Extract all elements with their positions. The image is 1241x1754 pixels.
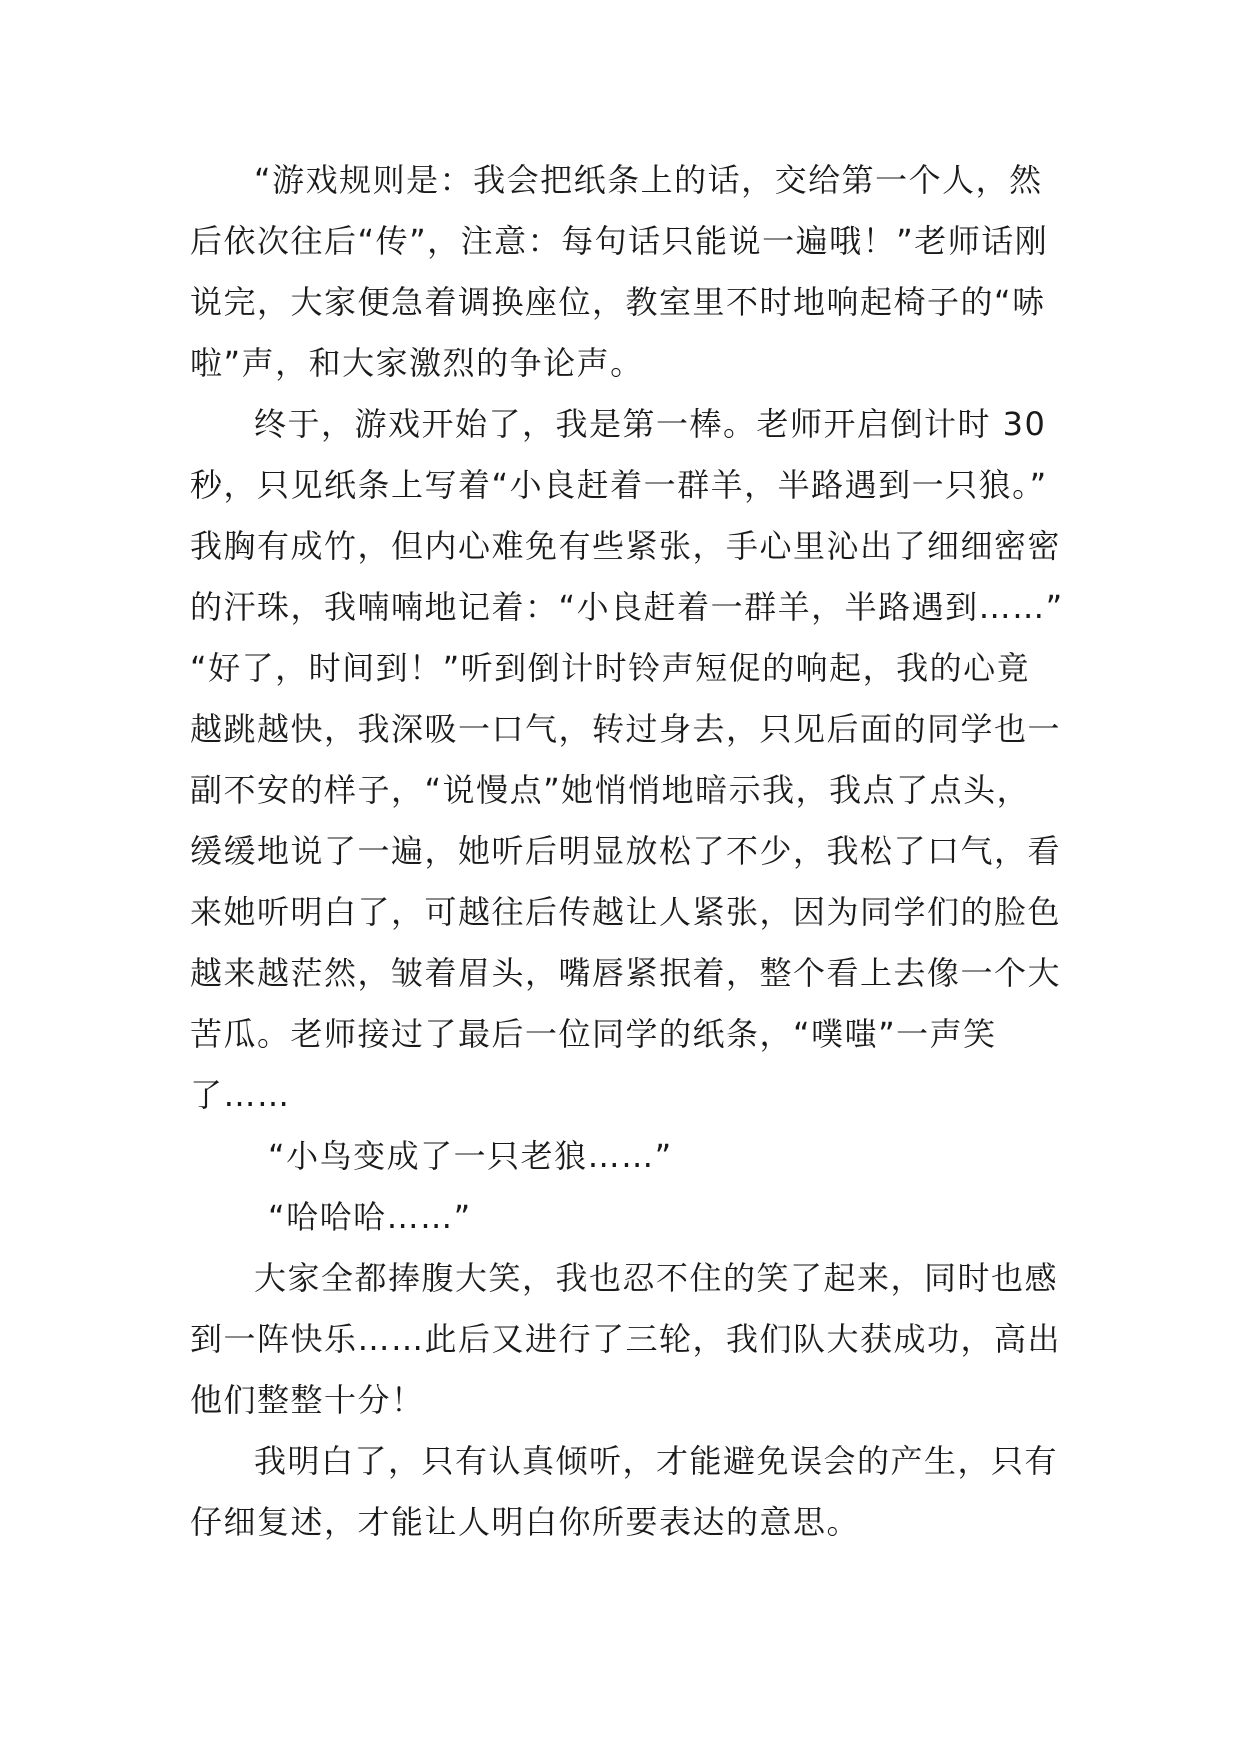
text-line: 的汗珠，我喃喃地记着：“小良赶着一群羊，半路遇到……” <box>190 588 1064 626</box>
text-line: 啦”声，和大家激烈的争论声。 <box>190 344 644 382</box>
text-line: 苦瓜。老师接过了最后一位同学的纸条，“噗嗤”一声笑 <box>190 1015 997 1053</box>
text-line: “游戏规则是：我会把纸条上的话，交给第一个人，然 <box>254 161 1043 199</box>
text-line: 说完，大家便急着调换座位，教室里不时地响起椅子的“哧 <box>190 283 1046 321</box>
text-line: 副不安的样子，“说慢点”她悄悄地暗示我，我点了点头， <box>190 771 1031 809</box>
dialog-paragraph <box>190 1187 1050 1248</box>
text-line: 秒，只见纸条上写着“小良赶着一群羊，半路遇到一只狼。” <box>190 466 1048 504</box>
essay-body <box>190 150 1064 1553</box>
text-line: 越来越茫然，皱着眉头，嘴唇紧抿着，整个看上去像一个大 <box>190 954 1062 992</box>
text-line: 了…… <box>190 1076 291 1114</box>
text-line: 仔细复述，才能让人明白你所要表达的意思。 <box>190 1503 861 1541</box>
text-line: 后依次往后“传”，注意：每句话只能说一遍哦！”老师话刚 <box>190 222 1049 260</box>
text-line: 我胸有成竹，但内心难免有些紧张，手心里沁出了细细密密 <box>190 527 1062 565</box>
text-line: 来她听明白了，可越往后传越让人紧张，因为同学们的脸色 <box>190 893 1062 931</box>
text-line: 他们整整十分！ <box>190 1381 425 1419</box>
text-line: 大家全都捧腹大笑，我也忍不住的笑了起来，同时也感 <box>254 1259 1059 1297</box>
paragraph <box>190 1431 1059 1553</box>
dialog-line: “小鸟变成了一只老狼……” <box>268 1137 673 1175</box>
paragraph <box>190 394 1064 1126</box>
paragraph <box>190 1248 1062 1431</box>
text-line: 缓缓地说了一遍，她听后明显放松了不少，我松了口气，看 <box>190 832 1062 870</box>
dialog-paragraph <box>190 1126 1050 1187</box>
text-line: 到一阵快乐……此后又进行了三轮，我们队大获成功，高出 <box>190 1320 1062 1358</box>
text-line: 我明白了，只有认真倾听，才能避免误会的产生，只有 <box>254 1442 1059 1480</box>
dialog-line: “哈哈哈……” <box>268 1198 472 1236</box>
paragraph <box>190 150 1050 394</box>
text-line: 越跳越快，我深吸一口气，转过身去，只见后面的同学也一 <box>190 710 1062 748</box>
text-line: “好了，时间到！”听到倒计时铃声短促的响起，我的心竟 <box>190 649 1031 687</box>
text-line: 终于，游戏开始了，我是第一棒。老师开启倒计时 30 <box>254 405 1047 443</box>
